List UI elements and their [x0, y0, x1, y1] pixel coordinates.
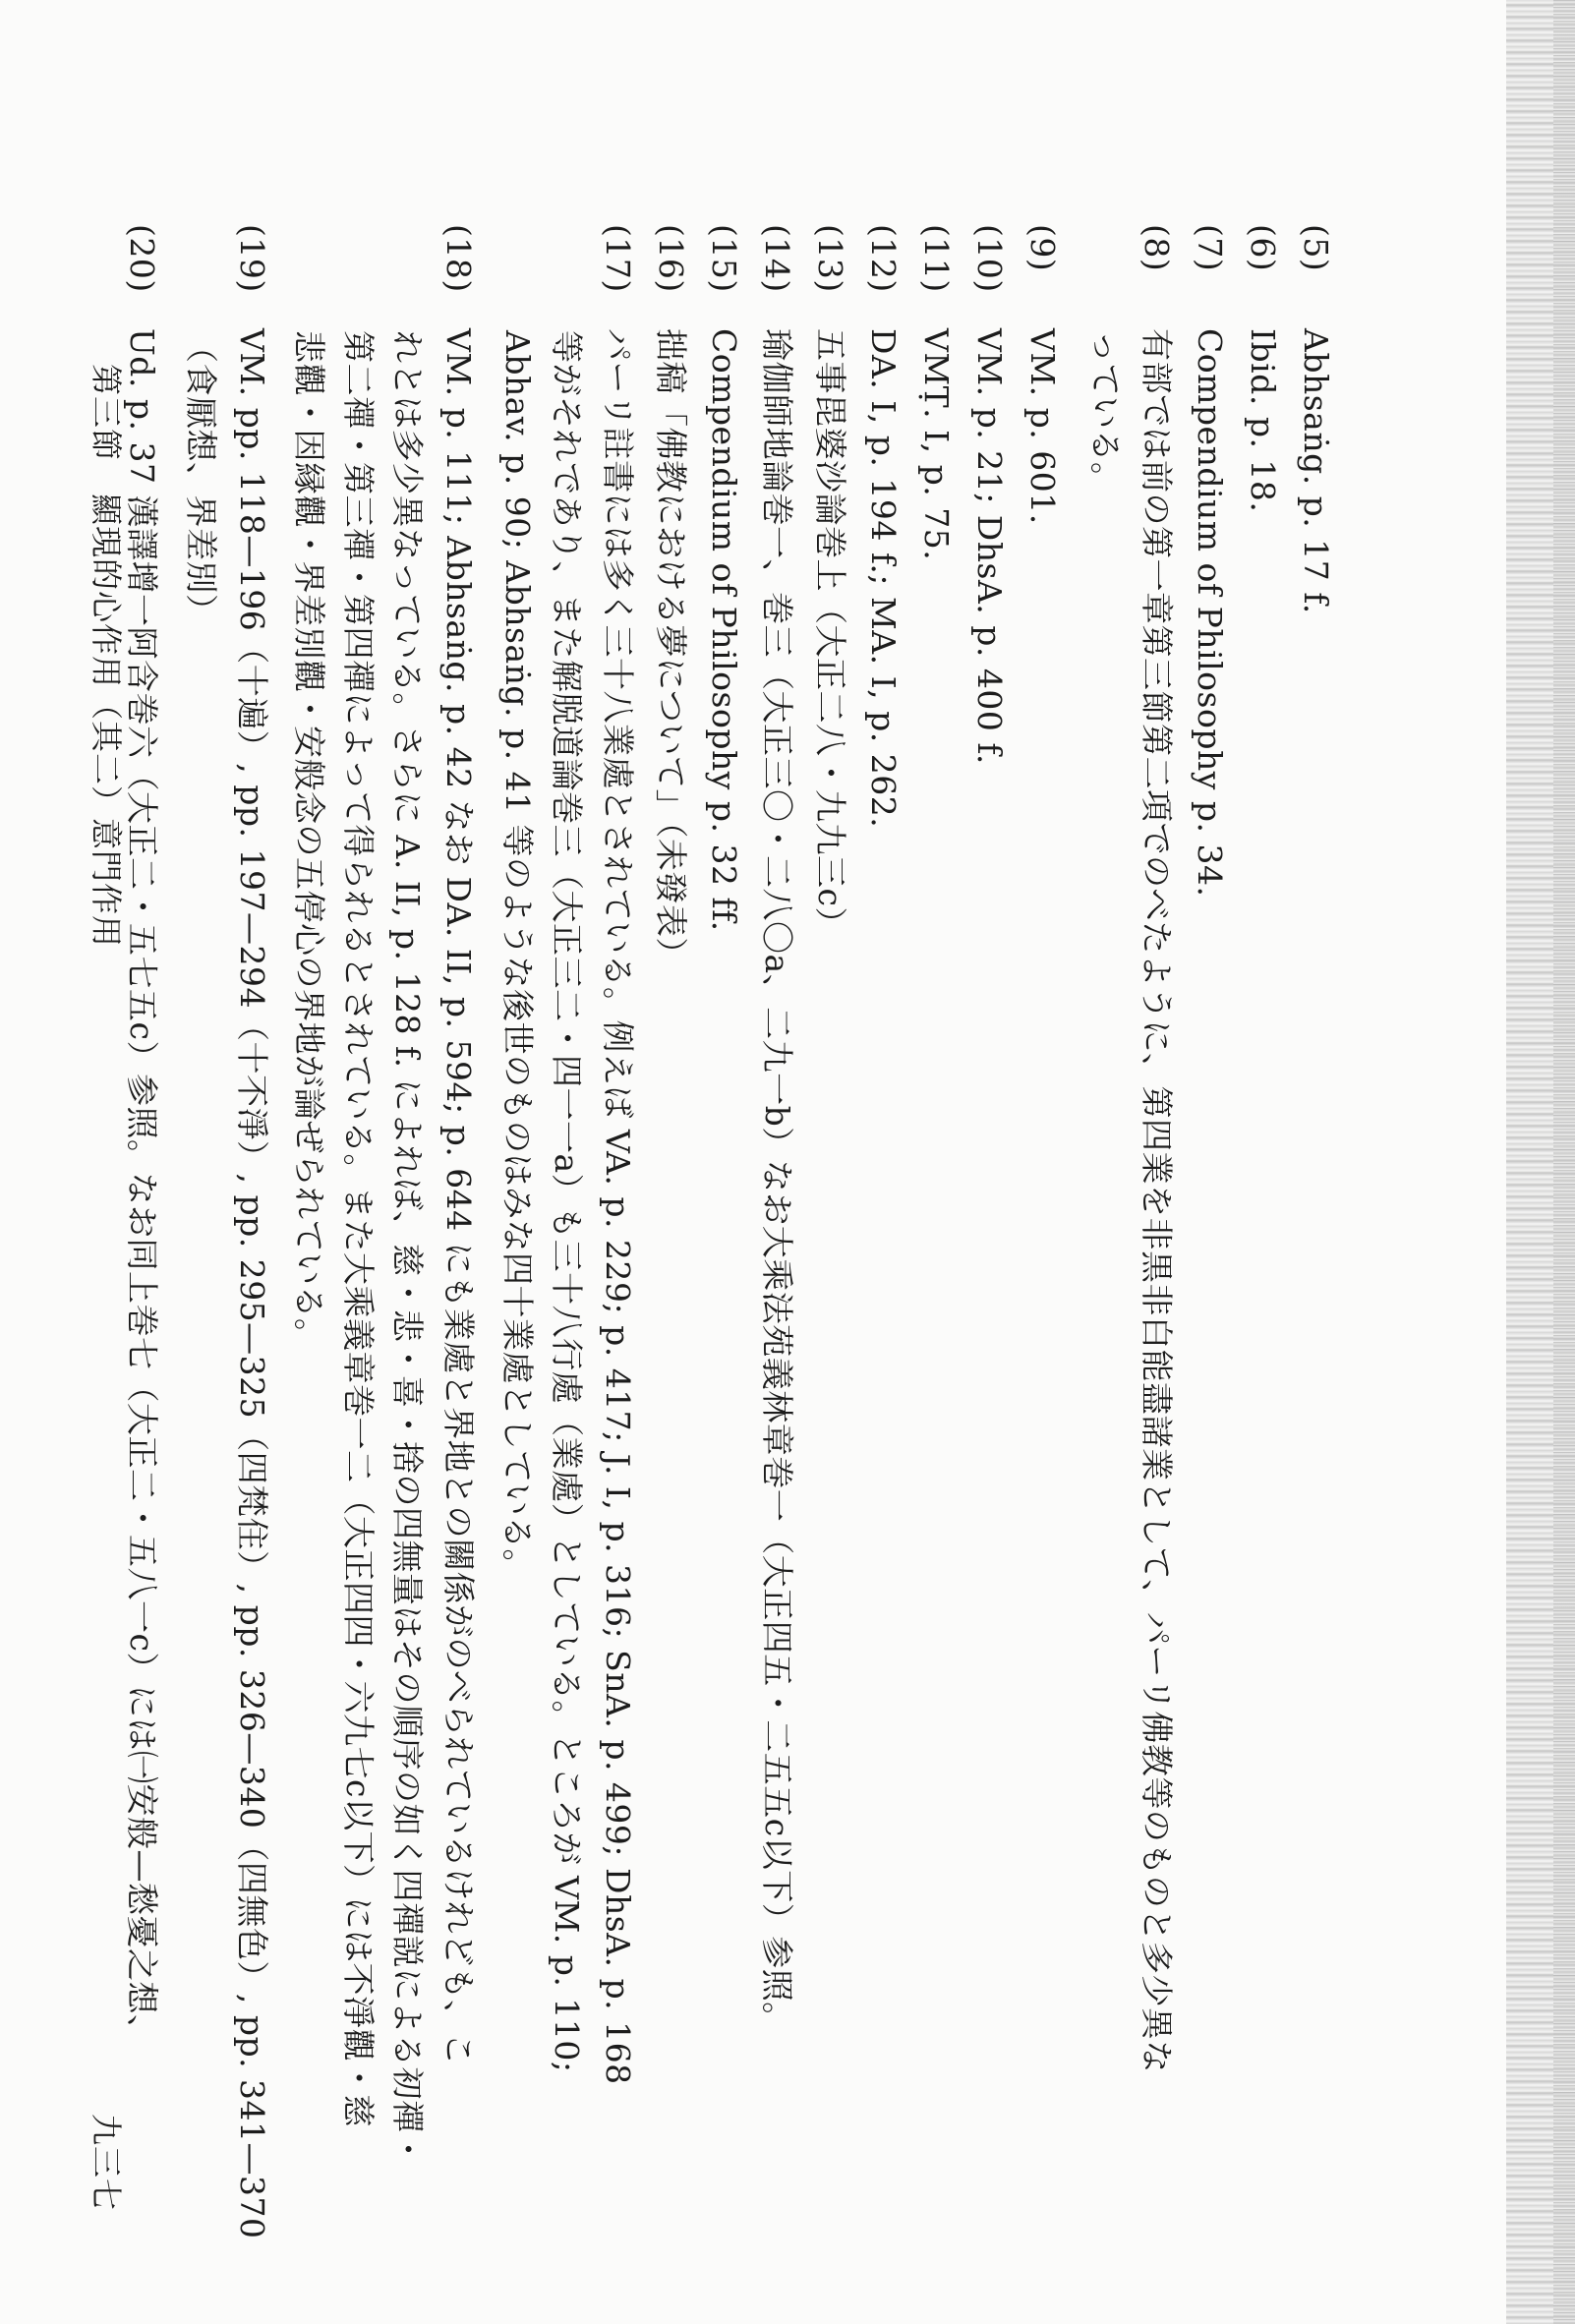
- note-6: [1241, 224, 1284, 512]
- note-18-continuation: [287, 224, 330, 1352]
- note-number: (19): [233, 224, 271, 293]
- note-12: [861, 224, 904, 828]
- note-number: (16): [652, 224, 690, 293]
- note-text: 瑜伽師地論巻一、巻三（大正三〇・二八〇a、二九一b）なお大乘法苑義林章巻一（大正四五・二五五c以下）参照。: [758, 328, 796, 2035]
- page-number: 九三七: [88, 2114, 125, 2212]
- note-9: [1021, 224, 1064, 525]
- note-11: [914, 224, 958, 560]
- note-number: (13): [811, 224, 849, 293]
- note-8-continuation: [1083, 224, 1127, 495]
- note-number: (5): [1297, 224, 1335, 272]
- note-number: (11): [917, 224, 956, 293]
- note-text: 等がそれであり、また解脱道論巻三（大正三二・四一一a）も三十八行處（業處）としている。ところが VM. p. 110;: [548, 330, 586, 2073]
- note-18-continuation: [385, 224, 429, 2166]
- note-text: 五事毘婆沙論巻上（大正二八・九九三c）: [811, 328, 849, 940]
- note-number: (9): [1023, 224, 1062, 272]
- note-text: Ud. p. 37 漢譯增一阿含巻六（大正二・五七五c）参照。なお同上巻七（大正二・五八一c）には㈠安般—愁憂之想、: [123, 328, 161, 2048]
- note-18-continuation: [336, 224, 379, 2127]
- note-number: (8): [1138, 224, 1176, 272]
- note-text: VM. pp. 118—196（十遍）, pp. 197—294（十不淨）, pp. 295—325（四梵住）, pp. 326—340（四無色）, pp. 341—370: [233, 328, 271, 2239]
- note-text: （食厭想、界差別）: [182, 330, 220, 627]
- scan-edge-shadow: [1506, 0, 1575, 2324]
- note-number: (10): [970, 224, 1009, 293]
- rotated-text-block: [98, 224, 1337, 2239]
- note-text: Abhav. p. 90; Abhsaṅg. p. 41 等のような後世のものはみな四十業處としている。: [498, 330, 537, 1583]
- section-title: 第三節 顯現的心作用（其二）意門作用: [88, 364, 125, 949]
- note-text: 悲觀・因縁觀・界差別觀・安般念の五停心の界地が論ぜられている。: [290, 330, 328, 1352]
- note-10: [967, 224, 1011, 765]
- note-text: れとは多少異なっている。さらに A. II, p. 128 f. によれば、慈・悲・喜・捨の四無量はその順序の如く四禪説による初禪・: [388, 330, 427, 2166]
- note-19-continuation: [179, 224, 222, 627]
- note-text: VMṬ. I, p. 75.: [917, 328, 956, 561]
- note-number: (15): [705, 224, 743, 293]
- note-text: Ibid. p. 18.: [1244, 328, 1282, 513]
- note-text: パーリ註書には多く三十八業處とされている。例えば VA. p. 229; p. 417; J. I, p. 316; SnA. p. 499; DhsA. p. 168: [599, 328, 637, 2085]
- note-19: [230, 224, 273, 2239]
- running-footer: [69, 364, 128, 2324]
- note-text: VM. p. 21; DhsA. p. 400 f.: [970, 328, 1009, 765]
- note-17-continuation: [545, 224, 588, 2072]
- note-text: Compendium of Philosophy p. 34.: [1191, 328, 1229, 898]
- note-13: [808, 224, 851, 940]
- note-text: 拙稿「佛教における夢について」（未發表）: [652, 328, 690, 970]
- note-5: [1294, 224, 1337, 614]
- note-number: (20): [123, 224, 161, 293]
- note-number: (18): [439, 224, 478, 293]
- note-text: Compendium of Philosophy p. 32 ff.: [705, 328, 743, 932]
- note-15: [702, 224, 745, 932]
- note-14: [755, 224, 798, 2035]
- note-number: (7): [1191, 224, 1229, 272]
- note-text: っている。: [1086, 330, 1125, 495]
- note-17-continuation: [496, 224, 539, 1582]
- note-number: (6): [1244, 224, 1282, 272]
- note-8: [1135, 224, 1178, 2073]
- note-number: (17): [599, 224, 637, 293]
- note-text: 第二禪・第三禪・第四禪によって得られるとされている。また大乘義章巻一二（大正四四・六九七c以下）には不淨觀・慈: [339, 330, 378, 2127]
- note-number: (12): [864, 224, 903, 293]
- note-16: [649, 224, 692, 970]
- note-text: DA. I, p. 194 f.; MA. I, p. 262.: [864, 328, 903, 829]
- note-text: VM. p. 111; Abhsaṅg. p. 42 なお DA. II, p. 594; p. 644 にも業處と界地との關係がのべられているけれども、こ: [439, 328, 478, 2066]
- note-18: [437, 224, 480, 2065]
- note-text: Abhsaṅg. p. 17 f.: [1297, 328, 1335, 614]
- note-7: [1188, 224, 1231, 897]
- note-17: [596, 224, 639, 2085]
- note-text: 有部では前の第一章第三節第二項でのべたように、第四業を非黒非白能盡諸業として、パーリ佛教等のものと多少異な: [1138, 328, 1176, 2073]
- note-text: VM. p. 601.: [1023, 328, 1062, 525]
- note-number: (14): [758, 224, 796, 293]
